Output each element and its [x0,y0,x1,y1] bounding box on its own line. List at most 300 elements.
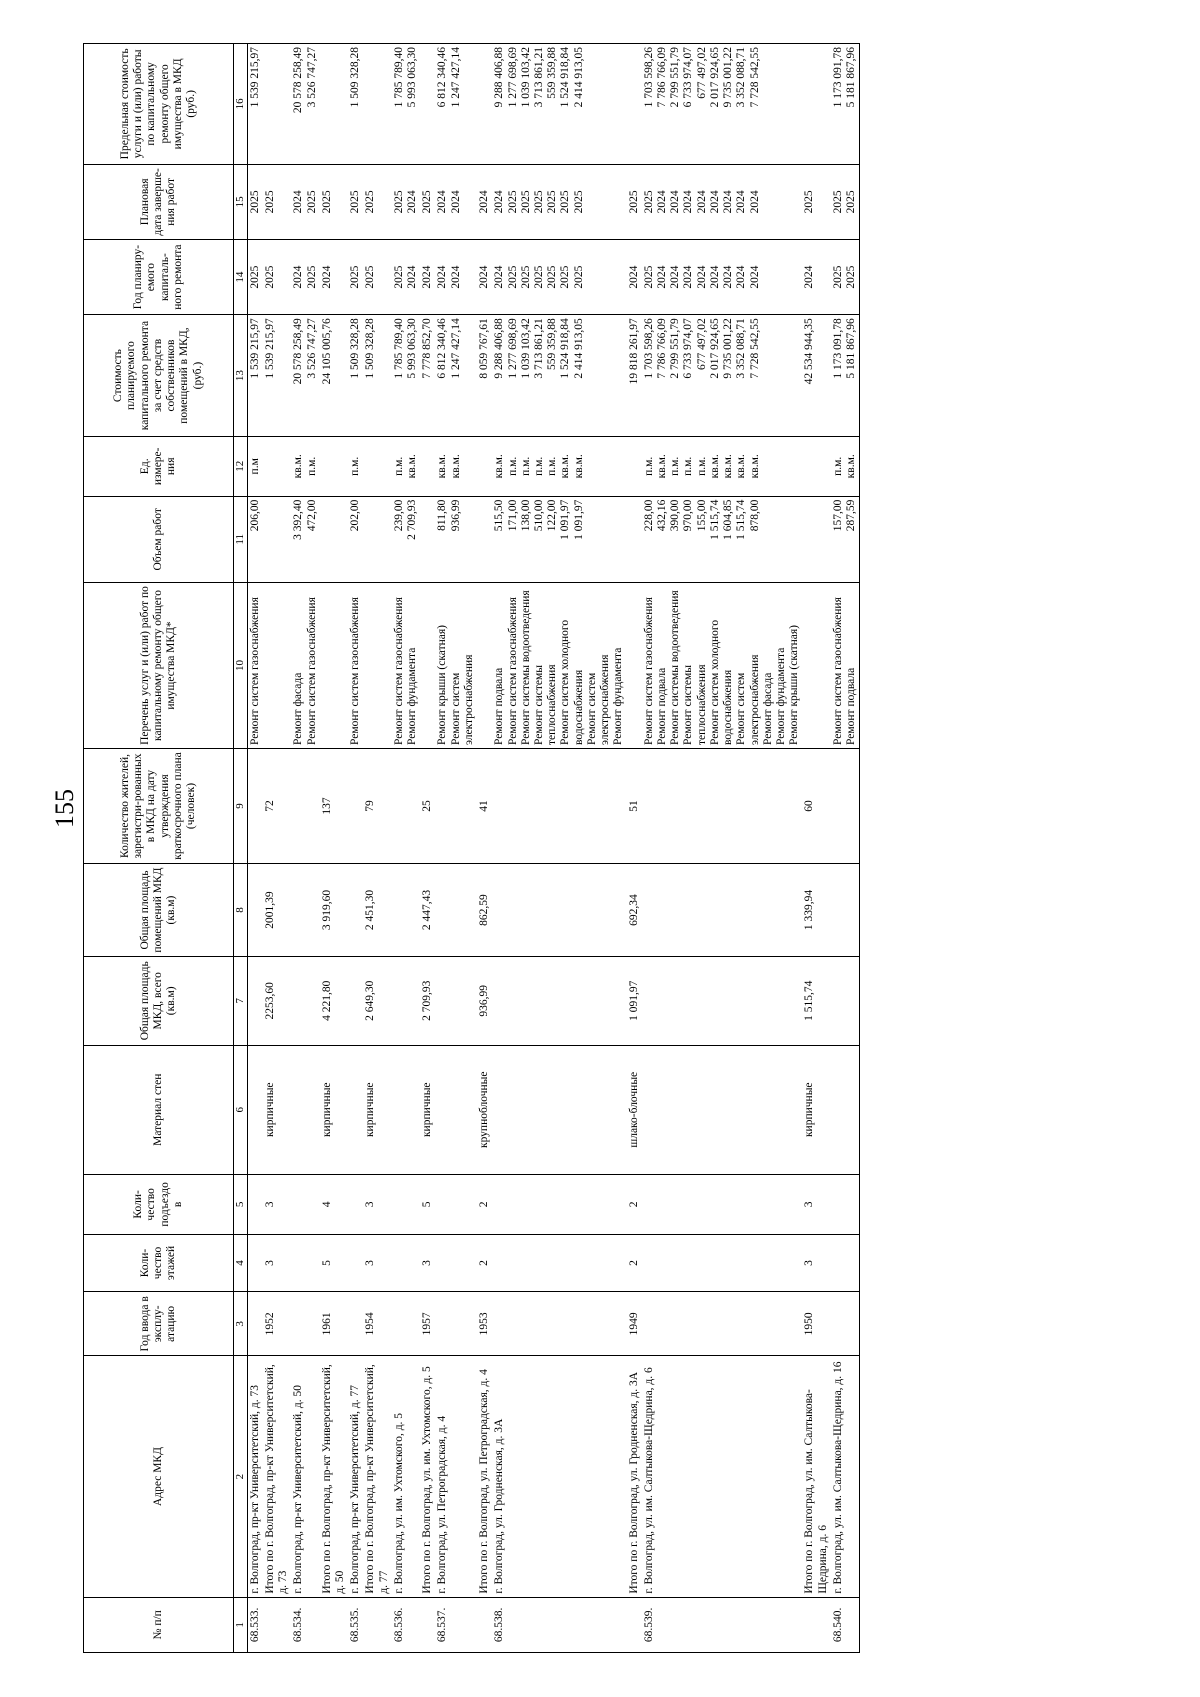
total-area-cell [348,957,363,1046]
unit-cell-line: п.м. [669,456,682,476]
address-cell: г. Волгоград, пр-кт Университетский, д. 50 [291,1356,319,1597]
plan-year-cell [477,239,492,314]
floors-cell: 3 [263,1234,291,1292]
works-cell-line: Ремонт систем газоснабжения [392,597,405,745]
year-cell [291,1292,319,1356]
works-cell-line: Ремонт систем газоснабжения [305,597,318,745]
works-cell [392,582,420,748]
end-year-cell-line: 2025 [320,190,333,214]
total-area-cell: 4 221,80 [320,957,348,1046]
unit-cell [420,436,435,496]
row-number [802,1597,830,1652]
row-number: 68.535. [348,1597,363,1652]
total-area-cell: 2 709,93 [420,957,435,1046]
volume-cell [263,496,291,582]
residents-cell [831,748,860,863]
column-number-11: 11 [234,496,248,582]
limit-cost-cell [420,44,435,165]
address-cell: г. Волгоград, ул. им. Салтыкова-Щедрина, д. 6 [642,1356,803,1597]
cost-cell-line: 1 509 328,28 [364,318,377,379]
works-cell-line: Ремонт фундамента [406,647,419,745]
end-year-cell [802,164,830,239]
works-cell-line: Ремонт крыши (скатная) [436,625,449,745]
unit-cell [627,436,642,496]
end-year-cell-line: 2025 [845,190,858,214]
total-area-cell: 2253,60 [263,957,291,1046]
cost-cell-line: 3 713 861,21 [533,318,546,379]
volume-cell-line: 171,00 [506,499,519,532]
works-cell-line: Ремонт системы водоотведения [519,590,532,745]
plan-year-cell [392,239,420,314]
year-cell [492,1292,626,1356]
plan-year-cell-line: 2024 [655,265,668,289]
unit-cell-line: кв.м. [845,454,858,479]
unit-cell [320,436,348,496]
works-cell-line: Ремонт фундамента [774,647,787,745]
end-year-cell-line: 2024 [722,190,735,214]
row-number: 68.533. [247,1597,263,1652]
works-cell [627,582,642,748]
cost-cell [435,315,477,437]
end-year-cell-line: 2025 [305,190,318,214]
end-year-cell [435,164,477,239]
volume-cell-line: 1 515,74 [735,499,748,540]
residents-cell [247,748,263,863]
unit-cell [291,436,319,496]
residents-cell: 60 [802,748,830,863]
works-cell-line: Ремонт систем газоснабжения [642,597,655,745]
end-year-cell [291,164,319,239]
cost-cell-line: 9 735 001,22 [722,318,735,379]
works-cell-line: Ремонт подвала [493,667,506,745]
column-number-6: 6 [234,1045,248,1174]
limit-cost-cell [831,44,860,165]
column-header-3: Год ввода в эксплу-атацию [84,1292,234,1356]
table-row [291,44,319,1653]
unit-cell-line: кв.м. [735,454,748,479]
unit-cell-line: кв.м. [559,454,572,479]
wall-material-cell: крупноблочные [477,1045,492,1174]
year-cell [831,1292,860,1356]
column-header-12: Ед. измере-ния [84,436,234,496]
limit-cost-cell [320,44,348,165]
floors-cell: 5 [320,1234,348,1292]
wall-material-cell [435,1045,477,1174]
rooms-area-cell: 2 451,30 [363,864,391,957]
end-year-cell-line: 2024 [493,190,506,214]
cost-cell-line: 1 277 698,69 [506,318,519,379]
end-year-cell-line: 2024 [682,190,695,214]
end-year-cell-line: 2025 [559,190,572,214]
volume-cell-line: 138,00 [519,499,532,532]
cost-cell-line: 7 786 766,09 [655,318,668,379]
limit-cost-cell-line: 5 181 867,96 [845,47,858,108]
total-area-cell [247,957,263,1046]
total-area-cell [492,957,626,1046]
end-year-cell-line: 2024 [669,190,682,214]
works-cell [802,582,830,748]
year-cell [348,1292,363,1356]
wall-material-cell [831,1045,860,1174]
column-header-16: Предельная стоимость услуги и (или) работы по капитальному ремонту общего имущества в МКД (руб.) [84,44,234,165]
year-cell [435,1292,477,1356]
total-area-cell: 1 091,97 [627,957,642,1046]
cost-cell [477,315,492,437]
volume-cell [435,496,477,582]
year-cell: 1949 [627,1292,642,1356]
end-year-cell [420,164,435,239]
column-number-14: 14 [234,239,248,314]
end-year-cell-line: 2024 [708,190,721,214]
plan-year-cell-line: 2024 [695,265,708,289]
works-cell-line: Ремонт систем электроснабжения [449,654,475,745]
works-cell-line: Ремонт систем холодного водоснабжения [708,619,735,745]
address-cell: Итого по г. Волгоград, ул. им. Ухтомского, д. 5 [420,1356,435,1597]
works-cell [642,582,803,748]
volume-cell-line: 2 709,93 [406,499,419,540]
table-row [642,44,803,1653]
volume-cell-line: 287,59 [845,499,858,532]
works-cell-line: Ремонт системы теплоснабжения [682,664,708,745]
entrances-cell: 3 [802,1174,830,1234]
end-year-cell-line: 2025 [392,190,405,214]
cost-cell-line: 7 778 852,70 [421,318,434,379]
unit-cell [263,436,291,496]
cost-cell [363,315,391,437]
column-number-8: 8 [234,864,248,957]
residents-cell: 25 [420,748,435,863]
cost-cell-line: 559 359,88 [546,318,559,370]
wall-material-cell [291,1045,319,1174]
column-number-5: 5 [234,1174,248,1234]
unit-cell-line: п.м. [642,456,655,476]
volume-cell-line: 1 091,97 [572,499,585,540]
volume-cell [363,496,391,582]
cost-cell [642,315,803,437]
wall-material-cell [492,1045,626,1174]
entrances-cell [247,1174,263,1234]
wall-material-cell [642,1045,803,1174]
plan-year-cell-line: 2025 [305,265,318,289]
row-number: 68.536. [392,1597,420,1652]
volume-cell [420,496,435,582]
end-year-cell-line: 2024 [292,190,305,214]
rooms-area-cell: 2001,39 [263,864,291,957]
unit-cell-line: кв.м. [722,454,735,479]
unit-cell [247,436,263,496]
total-area-cell [642,957,803,1046]
plan-year-cell [348,239,363,314]
plan-year-cell-line: 2024 [493,265,506,289]
unit-cell-line: кв.м. [572,454,585,479]
entrances-cell [642,1174,803,1234]
total-area-cell: 1 515,74 [802,957,830,1046]
residents-cell [392,748,420,863]
plan-year-cell-line: 2025 [248,265,261,289]
rooms-area-cell [831,864,860,957]
plan-year-cell-line: 2024 [803,265,816,289]
address-cell: Итого по г. Волгоград, ул. Петроградская, д. 4 [477,1356,492,1597]
plan-year-cell-line: 2024 [722,265,735,289]
residents-cell [435,748,477,863]
works-cell [320,582,348,748]
wall-material-cell [392,1045,420,1174]
end-year-cell [477,164,492,239]
unit-cell-line: п.м. [305,456,318,476]
works-cell-line: Ремонт систем газоснабжения [248,597,261,745]
rooms-area-cell: 692,34 [627,864,642,957]
rooms-area-cell [392,864,420,957]
end-year-cell-line: 2024 [436,190,449,214]
floors-cell [247,1234,263,1292]
end-year-cell-line: 2024 [478,190,491,214]
plan-year-cell [420,239,435,314]
column-number-7: 7 [234,957,248,1046]
volume-cell [642,496,803,582]
row-number [420,1597,435,1652]
residents-cell [492,748,626,863]
entrances-cell [291,1174,319,1234]
end-year-cell [348,164,363,239]
rotated-page [83,43,1123,1653]
volume-cell-line: 155,00 [695,499,708,532]
plan-year-cell [627,239,642,314]
total-area-cell: 2 649,30 [363,957,391,1046]
year-cell: 1953 [477,1292,492,1356]
floors-cell [435,1234,477,1292]
unit-cell [802,436,830,496]
limit-cost-cell-line: 1 173 091,78 [831,47,844,108]
end-year-cell-line: 2024 [735,190,748,214]
table-row [247,44,263,1653]
address-cell: г. Волгоград, пр-кт Университетский, д. 77 [348,1356,363,1597]
cost-cell [802,315,830,437]
column-header-4: Коли-чество этажей [84,1234,234,1292]
cost-cell [492,315,626,437]
works-cell [363,582,391,748]
end-year-cell-line: 2024 [695,190,708,214]
table-row [802,44,830,1653]
volume-cell-line: 122,00 [546,499,559,532]
residents-cell [291,748,319,863]
plan-year-cell [363,239,391,314]
unit-cell-line: п.м. [519,456,532,476]
plan-year-cell-line: 2025 [506,265,519,289]
row-number: 68.539. [642,1597,803,1652]
works-cell [435,582,477,748]
table-row [477,44,492,1653]
cost-cell-line: 1 539 215,97 [263,318,276,379]
table-row [627,44,642,1653]
column-number-4: 4 [234,1234,248,1292]
plan-year-cell-line: 2024 [708,265,721,289]
end-year-cell-line: 2024 [748,190,761,214]
plan-year-cell-line: 2024 [449,265,462,289]
plan-year-cell [492,239,626,314]
floors-cell [291,1234,319,1292]
address-cell: Итого по г. Волгоград, пр-кт Университетский, д. 73 [263,1356,291,1597]
limit-cost-cell-line: 559 359,88 [546,47,559,99]
unit-cell [477,436,492,496]
cost-cell [392,315,420,437]
table-body [247,44,860,1653]
entrances-cell [348,1174,363,1234]
plan-year-cell [291,239,319,314]
works-cell-line: Ремонт фасада [761,672,774,745]
cost-cell-line: 9 288 406,88 [493,318,506,379]
works-cell-line: Ремонт системы теплоснабжения [533,664,559,745]
end-year-cell [831,164,860,239]
plan-year-cell-line: 2024 [406,265,419,289]
volume-cell-line: 202,00 [349,499,362,532]
cost-cell-line: 2 799 551,79 [669,318,682,379]
cost-cell-line: 20 578 258,49 [292,318,305,385]
volume-cell-line: 472,00 [305,499,318,532]
column-number-1: 1 [234,1597,248,1652]
table-header [84,44,248,1653]
plan-year-cell-line: 2024 [436,265,449,289]
limit-cost-cell-line: 7 728 542,55 [748,47,761,108]
address-cell: г. Волгоград, ул. Гродненская, д. 3А [492,1356,626,1597]
volume-cell-line: 936,99 [449,499,462,532]
volume-cell-line: 811,80 [436,499,449,531]
limit-cost-cell [348,44,363,165]
year-cell: 1950 [802,1292,830,1356]
total-area-cell [831,957,860,1046]
limit-cost-cell [363,44,391,165]
works-cell [420,582,435,748]
volume-cell [291,496,319,582]
end-year-cell [492,164,626,239]
cost-cell-line: 6 733 974,07 [682,318,695,379]
cost-cell-line: 1 173 091,78 [831,318,844,379]
limit-cost-cell-line: 1 039 103,42 [519,47,532,108]
table-row [831,44,860,1653]
year-cell [392,1292,420,1356]
cost-cell [348,315,363,437]
cost-cell-line: 5 181 867,96 [845,318,858,379]
end-year-cell-line: 2025 [572,190,585,214]
year-cell [247,1292,263,1356]
rooms-area-cell: 3 919,60 [320,864,348,957]
column-header-11: Объем работ [84,496,234,582]
year-cell [642,1292,803,1356]
end-year-cell [392,164,420,239]
works-cell-line: Ремонт фасада [292,672,305,745]
rooms-area-cell [435,864,477,957]
plan-year-cell-line: 2025 [349,265,362,289]
row-number [263,1597,291,1652]
limit-cost-cell-line: 1 247 427,14 [449,47,462,108]
unit-cell-line: п.м. [506,456,519,476]
end-year-cell [642,164,803,239]
volume-cell-line: 239,00 [392,499,405,532]
floors-cell [831,1234,860,1292]
end-year-cell-line: 2024 [406,190,419,214]
cost-cell-line: 1 524 918,84 [559,318,572,379]
row-number: 68.538. [492,1597,626,1652]
cost-cell-line: 24 105 005,76 [320,318,333,385]
year-cell: 1957 [420,1292,435,1356]
limit-cost-cell [247,44,263,165]
cost-cell-line: 2 017 924,65 [708,318,721,379]
row-number: 68.537. [435,1597,477,1652]
limit-cost-cell-line: 677 497,02 [695,47,708,99]
works-cell-line: Ремонт подвала [655,667,668,745]
limit-cost-cell-line: 7 786 766,09 [655,47,668,108]
end-year-cell-line: 2025 [803,190,816,214]
cost-cell-line: 1 785 789,40 [392,318,405,379]
volume-cell [831,496,860,582]
cost-cell [291,315,319,437]
plan-year-cell-line: 2025 [364,265,377,289]
cost-cell [320,315,348,437]
floors-cell: 2 [477,1234,492,1292]
wall-material-cell: кирпичные [320,1045,348,1174]
column-number-12: 12 [234,436,248,496]
residents-cell: 137 [320,748,348,863]
cost-cell-line: 677 497,02 [695,318,708,370]
plan-year-cell-line: 2025 [559,265,572,289]
column-number-15: 15 [234,164,248,239]
residents-cell: 79 [363,748,391,863]
end-year-cell [363,164,391,239]
plan-year-cell-line: 2024 [669,265,682,289]
works-cell-line: Ремонт систем холодного водоснабжения [559,619,585,745]
rooms-area-cell: 1 339,94 [802,864,830,957]
table-row [263,44,291,1653]
works-cell-line: Ремонт подвала [845,667,858,745]
row-number [363,1597,391,1652]
rooms-area-cell [247,864,263,957]
column-header-7: Общая площадь МКД, всего (кв.м) [84,957,234,1046]
unit-cell-line: кв.м. [292,454,305,479]
capital-repair-table [83,43,860,1653]
limit-cost-cell-line: 1 539 215,97 [248,47,261,108]
unit-cell-line: кв.м. [493,454,506,479]
plan-year-cell [320,239,348,314]
limit-cost-cell [435,44,477,165]
column-number-2: 2 [234,1356,248,1597]
limit-cost-cell-line: 1 524 918,84 [559,47,572,108]
entrances-cell: 3 [363,1174,391,1234]
limit-cost-cell-line: 1 785 789,40 [392,47,405,108]
table-row [320,44,348,1653]
address-cell: Итого по г. Волгоград, пр-кт Университетский, д. 50 [320,1356,348,1597]
cost-cell-line: 6 812 340,46 [436,318,449,379]
entrances-cell: 4 [320,1174,348,1234]
volume-cell-line: 206,00 [248,499,261,532]
plan-year-cell-line: 2024 [682,265,695,289]
unit-cell-line: кв.м. [436,454,449,479]
wall-material-cell: кирпичные [363,1045,391,1174]
unit-cell-line: кв.м. [748,454,761,479]
unit-cell-line: п.м. [392,456,405,476]
volume-cell [320,496,348,582]
volume-cell-line: 157,00 [831,499,844,532]
end-year-cell-line: 2025 [506,190,519,214]
year-cell: 1954 [363,1292,391,1356]
volume-cell-line: 1 515,74 [708,499,721,540]
cost-cell [420,315,435,437]
unit-cell-line: п.м. [682,456,695,476]
entrances-cell [492,1174,626,1234]
address-cell: г. Волгоград, ул. Петроградская, д. 4 [435,1356,477,1597]
row-number: 68.534. [291,1597,319,1652]
end-year-cell-line: 2025 [421,190,434,214]
unit-cell [392,436,420,496]
works-cell [348,582,363,748]
